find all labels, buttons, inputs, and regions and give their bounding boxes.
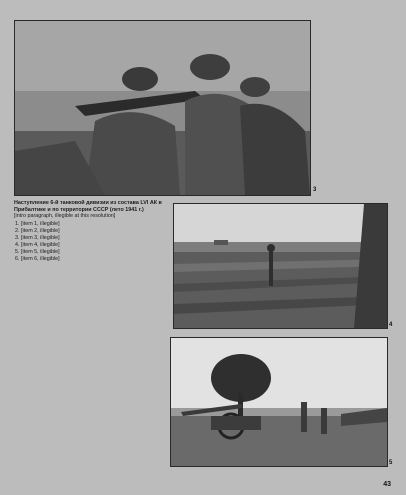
- photo-5-number: 5: [389, 460, 393, 466]
- page-number: 43: [383, 481, 391, 488]
- caption-intro: [intro paragraph, illegible at this resolution]: [14, 213, 116, 220]
- photo-5-image: [171, 338, 387, 466]
- caption-item: 4. [item 4, illegible]: [21, 242, 166, 249]
- caption-item: 5. [item 5, illegible]: [21, 249, 166, 256]
- caption-list: [14, 221, 166, 263]
- caption-item: 3. [item 3, illegible]: [21, 235, 166, 242]
- photo-3-number: 3: [313, 187, 317, 193]
- photo-3-image: [15, 21, 310, 195]
- photo-4-number: 4: [389, 322, 393, 328]
- caption-item: 6. [item 6, illegible]: [21, 256, 166, 263]
- caption-item: 1. [item 1, illegible]: [21, 221, 166, 228]
- caption-title: Наступление 6-й танковой дивизии из состава LVI АК в Прибалтике и по территории СССР (лето 1941 г.): [14, 200, 162, 213]
- photo-3: [14, 20, 311, 196]
- photo-4-image: [174, 204, 387, 328]
- photo-4: [173, 203, 388, 329]
- caption-block: [14, 200, 166, 472]
- caption-item: 2. [item 2, illegible]: [21, 228, 166, 235]
- photo-5: [170, 337, 388, 467]
